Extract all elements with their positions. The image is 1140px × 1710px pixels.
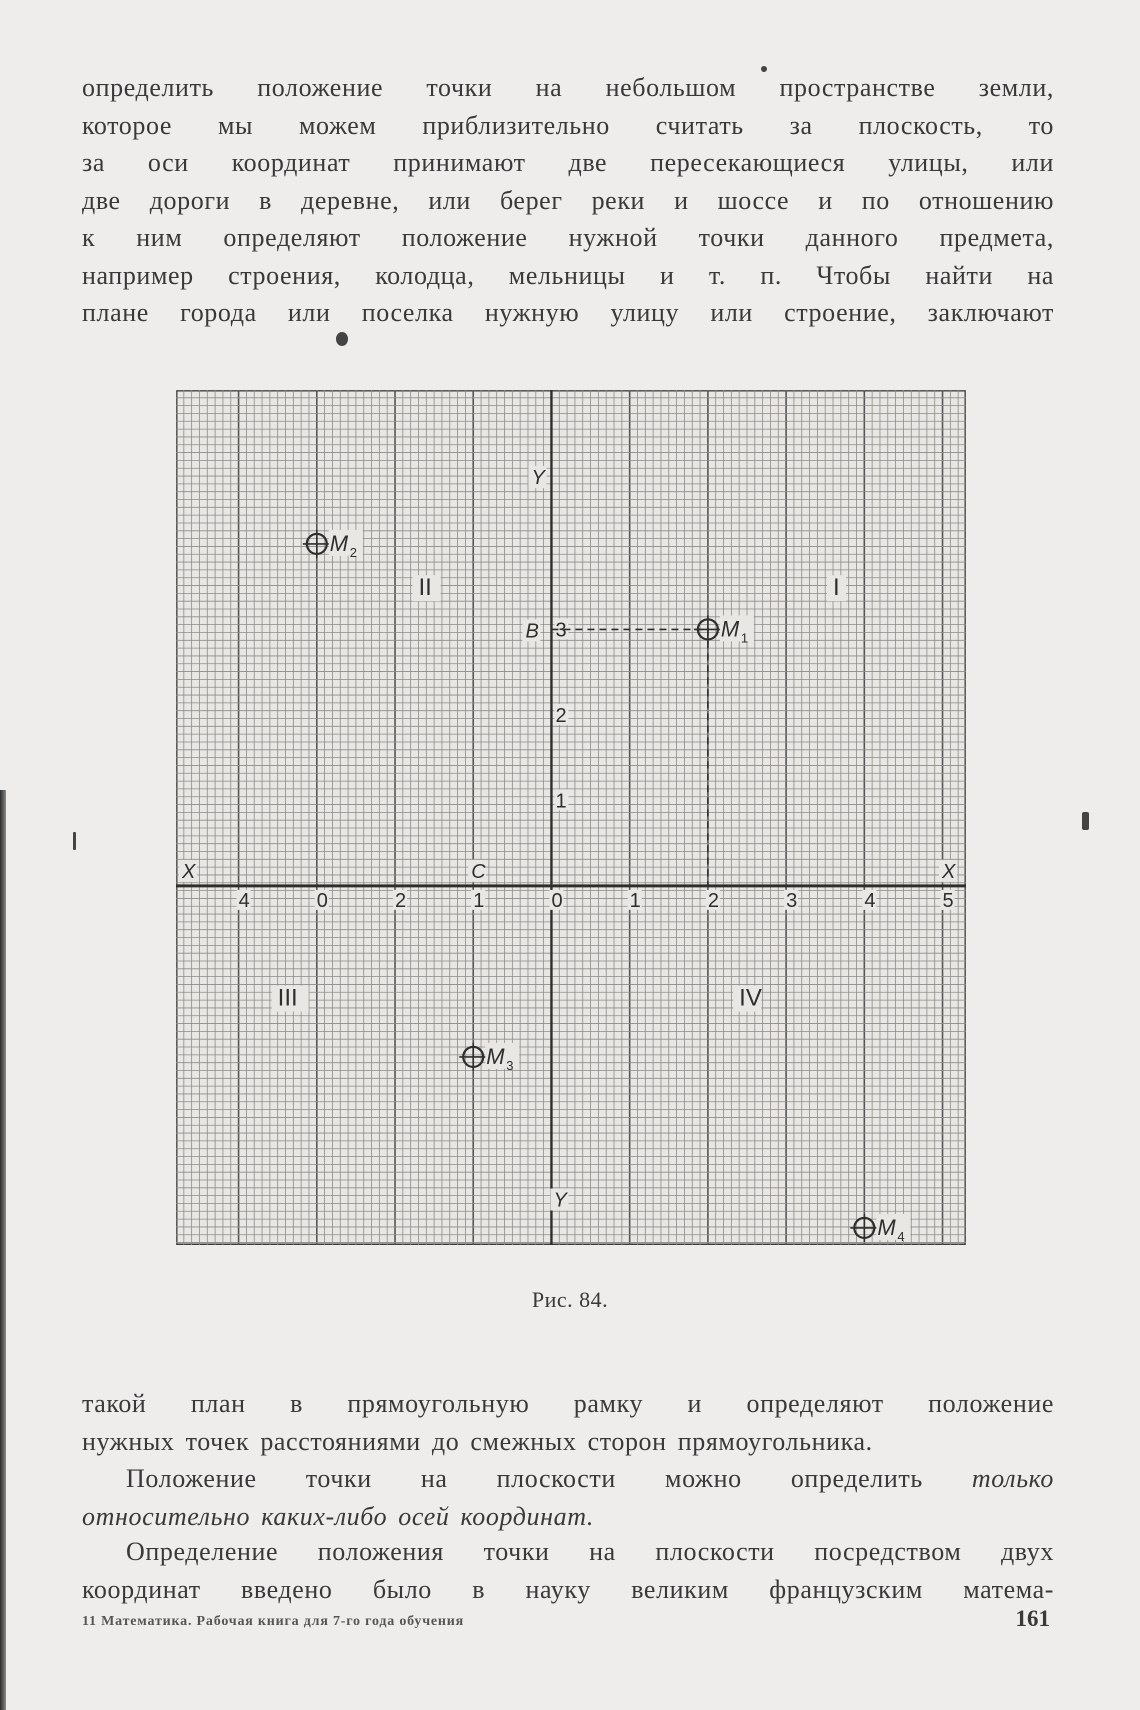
text-line: Определение положения точки на плоскости посредством двух [126,1537,1054,1566]
text-normal: Положение точки на плоскости можно определить [126,1464,972,1493]
point-label-subscript: 2 [349,544,358,560]
paragraph-bottom [82,1533,1054,1608]
text-line [82,1498,1054,1536]
ink-dot [761,66,767,72]
y-tick-label: 2 [555,704,567,727]
y-axis-label-top: Y [531,467,545,490]
text-line: за оси координат принимают две пересекающиеся улицы, или [82,148,1054,177]
text-line [82,1460,1054,1498]
quadrant-label: III [277,984,298,1012]
paragraph-after-figure [82,1385,1054,1460]
x-tick-label: 3 [786,889,798,912]
footer-signature: 11 Математика. Рабочая книга для 7-го года обучения [82,1614,465,1629]
coordinate-grid-figure [176,390,966,1245]
y-axis-label-bottom: Y [553,1189,567,1212]
point-b-label: B [525,620,539,643]
point-c-label: C [471,860,486,883]
x-tick-label: 1 [629,889,641,912]
y-tick-label: 3 [555,619,567,642]
point-label: M [486,1043,505,1069]
ink-mark [73,832,76,850]
x-tick-label: 5 [942,889,954,912]
x-tick-label: 4 [238,889,250,912]
grid-lines [176,390,966,1245]
point-label: M [329,530,349,556]
x-tick-label: 2 [707,889,720,912]
text-italic: относительно каких-либо осей координат. [82,1501,595,1531]
text-line: такой план в прямоугольную рамку и определяют положение [82,1389,1054,1418]
point-label: M [720,616,740,642]
point-label: M [877,1214,896,1240]
quadrant-label: I [833,574,840,602]
page-number: 161 [1015,1606,1050,1631]
quadrant-label: II [418,574,432,602]
point-label-subscript: 3 [506,1057,514,1073]
text-line: две дороги в деревне, или берег реки и шоссе и по отношению [82,185,1054,215]
x-axis-label-left: X [182,860,196,883]
point-label-subscript: 4 [897,1228,905,1244]
text-line: например строения, колодца, мельницы и т. п. Чтобы найти на [82,260,1054,290]
ink-mark [1082,812,1089,830]
page-binding-shadow [0,790,6,1710]
quadrant-label: IV [739,984,762,1012]
figure-caption: Рис. 84. [531,1287,609,1312]
point-label-subscript: 1 [740,630,749,646]
text-line: которое мы можем приблизительно считать за плоскость, то [82,110,1054,140]
x-tick-label: 0 [551,889,563,912]
text-line: к ним определяют положение нужной точки данного предмета, [82,223,1054,252]
text-line: определить положение точки на небольшом пространстве земли, [82,73,1054,102]
x-tick-label: 4 [864,889,876,912]
grid-frame [176,390,966,1245]
ink-dot [336,332,348,346]
text-line: координат введено было в науку великим французским матема- [82,1574,1054,1604]
paragraph-italic-rule [82,1460,1054,1535]
x-tick-label: 2 [395,889,407,912]
paragraph-top [82,69,1054,332]
y-tick-label: 1 [555,790,567,813]
x-tick-label: 1 [473,889,485,912]
x-tick-label: 0 [316,889,328,912]
x-axis-label-right: X [942,860,956,883]
text-line: нужных точек расстояниями до смежных сторон прямоугольника. [82,1426,873,1456]
text-italic: только [971,1464,1054,1493]
text-line: плане города или поселка нужную улицу или строение, заключают [82,298,1054,327]
